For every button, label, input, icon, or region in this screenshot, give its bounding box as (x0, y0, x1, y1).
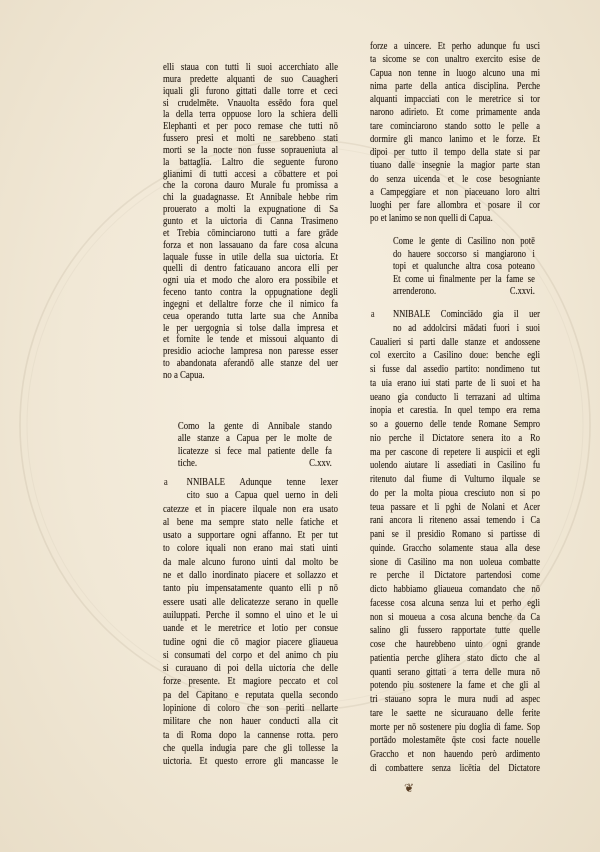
chapter-number: C.xxvi. (509, 286, 535, 298)
text-line: essere usati alle delicatezze serano in quelle (163, 596, 338, 608)
text-line: usato a supportare ogni affanno. Et per tut (163, 530, 338, 542)
text-line: che quella indugia pare che gli tollesse la (163, 742, 338, 754)
text-line: forze presente. Et magiore peccato et col (163, 676, 338, 688)
text-line: a Campeggiare et non piaceuano loro altri (370, 186, 540, 198)
text-line: Come le gente di Casilino non potē (392, 236, 535, 247)
text-line: glianimi di tutti accesi a cōbattere et poi (163, 168, 338, 180)
heading-lines (393, 236, 535, 286)
text-line: do hauere soccorso si mangiarono i (392, 248, 535, 260)
text-line: dipoi per tutto il tempo della state si par (370, 147, 540, 158)
text-line: mura predette alquanti de suo Cauagheri (163, 73, 338, 85)
text-line: luoghi per fare allombra et posare il cor (370, 200, 540, 211)
text-line: po et lanimo se non quelli di Capua. (370, 213, 493, 225)
text-line: si fusse dal assedio partito: nondimeno tut (370, 364, 540, 375)
text-line: feceno tanto contra la oppugnatione degli (163, 287, 338, 299)
text-line: Elephanti et per poco remase che tutti nō (163, 121, 338, 133)
text-line: ueano gia conducto li terrazani ad ultima (370, 391, 540, 403)
text-line: catezze et in piacere ilquale non era usato (163, 503, 338, 515)
text-line: morti se la nocte non fusse sopraueniuta al (163, 144, 338, 156)
text-line: no ad addolcirsi mādati fuori i suoi (392, 322, 540, 334)
guide-letter: a (370, 309, 375, 320)
text-line: si crudelmēte. Vnauolta essēdo fora quel (163, 97, 338, 109)
text-line: lopinione di coloro che son periti nellarte (163, 703, 338, 715)
text-line: gunto et la uictoria di Canna Trasimeno (163, 215, 338, 227)
text-line: pa del Capitano e reputata quella secondo (163, 689, 338, 701)
text-line: quelli di dentro faticauano ancora elli per (163, 263, 338, 275)
text-line: narono adirieto. Et come primamente anda (370, 107, 540, 119)
text-line: presidio acioche lampresa non paresse esser (163, 346, 338, 358)
text-line: ogni uia et modo che aloro era possibile et (163, 275, 338, 287)
text-line: non si moueua a cosa alcuna benche da Ca (370, 611, 540, 623)
text-line: morte per nō sostenere piu doglia di fame. Sop (370, 721, 540, 733)
paragraph (163, 62, 338, 382)
text-line: alle stanze a Capua per le molte de (177, 433, 332, 445)
text-line: la battaglia. Laltro die seguente furono (163, 156, 338, 168)
text-line: fussero presi et molti ne sarebbeno stati (163, 133, 338, 145)
text-line: la della terra oppuose loro la schiera delli (163, 109, 338, 121)
text-line: uolendo aiutare li assediati in Casilino fu (370, 460, 540, 472)
text-line: no a Capua. (163, 369, 205, 381)
text-line: tare le saette ne sicurauano delle ferite (370, 707, 540, 719)
text-line: che la corona dauro Murale fu promissa a (163, 180, 338, 192)
paragraph (370, 40, 540, 226)
text-line: si consumati del corpo et del animo ch piu (163, 649, 338, 661)
text-line: teua passare et li pghi de Nolani et Acer (370, 501, 540, 513)
text-line: do senza uicenda et le cose besogniante (370, 173, 540, 185)
text-line: cose che haurebbeno uinto ogni grande (370, 639, 540, 650)
heading-lines (178, 421, 332, 458)
text-line: topi et qualunche altra cosa poteano (392, 261, 535, 273)
text-line: NNIBALE Cominciādo gia il uer (392, 309, 540, 320)
text-line: nima parte della antica disciplina. Perche (370, 80, 540, 92)
text-line: le per uergognia si tolse dalla impresa et (163, 322, 338, 334)
text-line: al bene ma sempre stato nelle fatiche et (163, 516, 338, 528)
text-line: alquanti impacciati con le meretrice si tor (370, 94, 540, 105)
text-line: tudine ogni die cō magior piacere gliaueua (163, 636, 338, 648)
text-line: ta uia erano iui stati parte de li suoi et ha (370, 377, 540, 389)
text-line: ne et dallo inordinato piacere et sollazzo et (163, 570, 338, 582)
text-line: inopia et carestia. In quel tempo era rema (370, 405, 540, 417)
text-line: ma per cascone di repetere li auspicii et egli (370, 446, 540, 458)
text-line: rani ancora li riteneno assai temendo i Ca (370, 515, 540, 527)
right-text-column (370, 0, 540, 852)
text-line: tiuano dalle insegnie la magior parte stan (370, 160, 540, 172)
text-line: di combattere senza licētia del Dictatore (370, 762, 540, 774)
text-line: salino gli fussero rapportate tutte quelle (370, 625, 540, 637)
text-line: forza et non lassauano da fare cosa alcuna (163, 239, 338, 251)
text-line: ta di Roma dopo la cannense rotta. pero (163, 729, 338, 741)
text-line: Capua non tenne in luogo alcuno una mi (370, 67, 540, 79)
text-line: re perche il Dictatore partendosi come (370, 570, 540, 582)
text-line: nio perche il Dictatore senera ito a Ro (370, 432, 540, 444)
paragraph (370, 308, 540, 776)
text-line: do per la molta pioua cresciuto non si po (370, 487, 540, 499)
paragraph (163, 476, 338, 769)
text-line: to colore iquali non erano mai stati uinti (163, 543, 338, 555)
text-line: tare cominciarono stando sotto le pelle a (370, 120, 540, 132)
text-line: uictoria. Et questo errore gli mancasse le (163, 756, 338, 768)
text-line: uande et le meretrice et lotio per consue (163, 623, 338, 635)
chapter-number: C.xxv. (309, 457, 332, 469)
text-line: dormire gli manco lanimo et le forze. Et (370, 133, 540, 145)
text-line: auiluppati. Perche il somno el uino et le ui (163, 609, 338, 621)
text-line: forze a uincere. Et perho adunque fu usci (370, 41, 540, 52)
text-line: ingegni et dellaltre forze che il nimico fa (163, 298, 338, 310)
left-text-column (163, 0, 338, 852)
heading-end-text: arrenderono. (392, 286, 437, 298)
heading-last-line (178, 458, 332, 470)
text-line: NNIBALE Adunque tenne lexer (186, 477, 338, 488)
text-line: chi la guadagnasse. Et Annibale hebbe rim (163, 192, 338, 204)
text-line: ceua operando tutta larte sua che Anniba (163, 310, 338, 322)
printer-ornament-mark: ❦ (404, 781, 415, 795)
text-line: Graccho et non hauendo però ardimento (370, 749, 540, 760)
text-line: tanto piu impensatamente quanto elli p nō (163, 583, 338, 595)
text-line: et fornite le tende et missoui alquanto di (163, 334, 338, 346)
text-line: patientia perche glihera stato dicto che al (370, 652, 540, 664)
chapter-heading (393, 236, 535, 299)
text-line: prouerato a molti la expugnatione di Sa (163, 204, 338, 216)
heading-end-text: tiche. (177, 457, 198, 469)
guide-letter: a (163, 477, 168, 488)
text-line: ritenuto dal fiume di Vulturno ilquale se (370, 474, 540, 485)
text-line: militare che non hauer conducti alla cit (163, 716, 338, 728)
text-line: sione di Casilino ma non uoleua combatte (370, 556, 540, 568)
text-line: facesse cosa alcuna senza lui et perho egli (370, 597, 540, 609)
chapter-heading (178, 421, 332, 470)
text-line: quinde. Graccho solamente staua alla dese (370, 542, 540, 554)
text-line: quanti serano gittati a terra delle mura nō (370, 666, 540, 678)
text-line: da male alcuno furono uinti dal molto be (163, 556, 338, 568)
text-line: dicto habbiamo gliaueua comandato che nō (370, 584, 540, 595)
text-line: ta sicome se con unaltro exercito esise de (370, 54, 540, 66)
text-line: pani se il presidio Romano si partisse di (370, 529, 540, 540)
text-line: si curauano di poi della uictoria che delle (163, 663, 338, 675)
text-line: iquali gli furono gittati dalle torre et ceci (163, 85, 338, 97)
text-line: Caualieri si parti dalle stanze et andossene (370, 336, 540, 348)
text-line: laquale fusse in utile della sua uictoria. Et (163, 251, 338, 263)
text-line: Et come ui finalmente per la fame se (392, 273, 535, 285)
text-line: tri stauano sopra le mura nudi ad aspec (370, 694, 540, 705)
text-line: et Trebia cōminciarono tutti a fare grāde (163, 227, 338, 239)
text-line: cito suo a Capua quel uerno in deli (186, 490, 338, 502)
heading-last-line (393, 286, 535, 299)
text-line: to abandonata aferandō alle stanze del uer (163, 358, 338, 370)
text-line: potendo piu sostenere la fame et che gli al (370, 680, 540, 692)
text-line: col exercito a Casilino doue: benche egli (370, 350, 540, 362)
text-line: portādo molestamēte q̄ste cosi facte nouelle (370, 735, 540, 747)
text-line: Como la gente di Annibale stando (177, 421, 332, 432)
text-line: licatezze si fece mal patiente delle fa (177, 445, 332, 457)
text-line: elli staua con tutti li suoi accerchiato alle (163, 62, 338, 73)
text-line: so a gouerno delle tende Romane Sempro (370, 419, 540, 430)
